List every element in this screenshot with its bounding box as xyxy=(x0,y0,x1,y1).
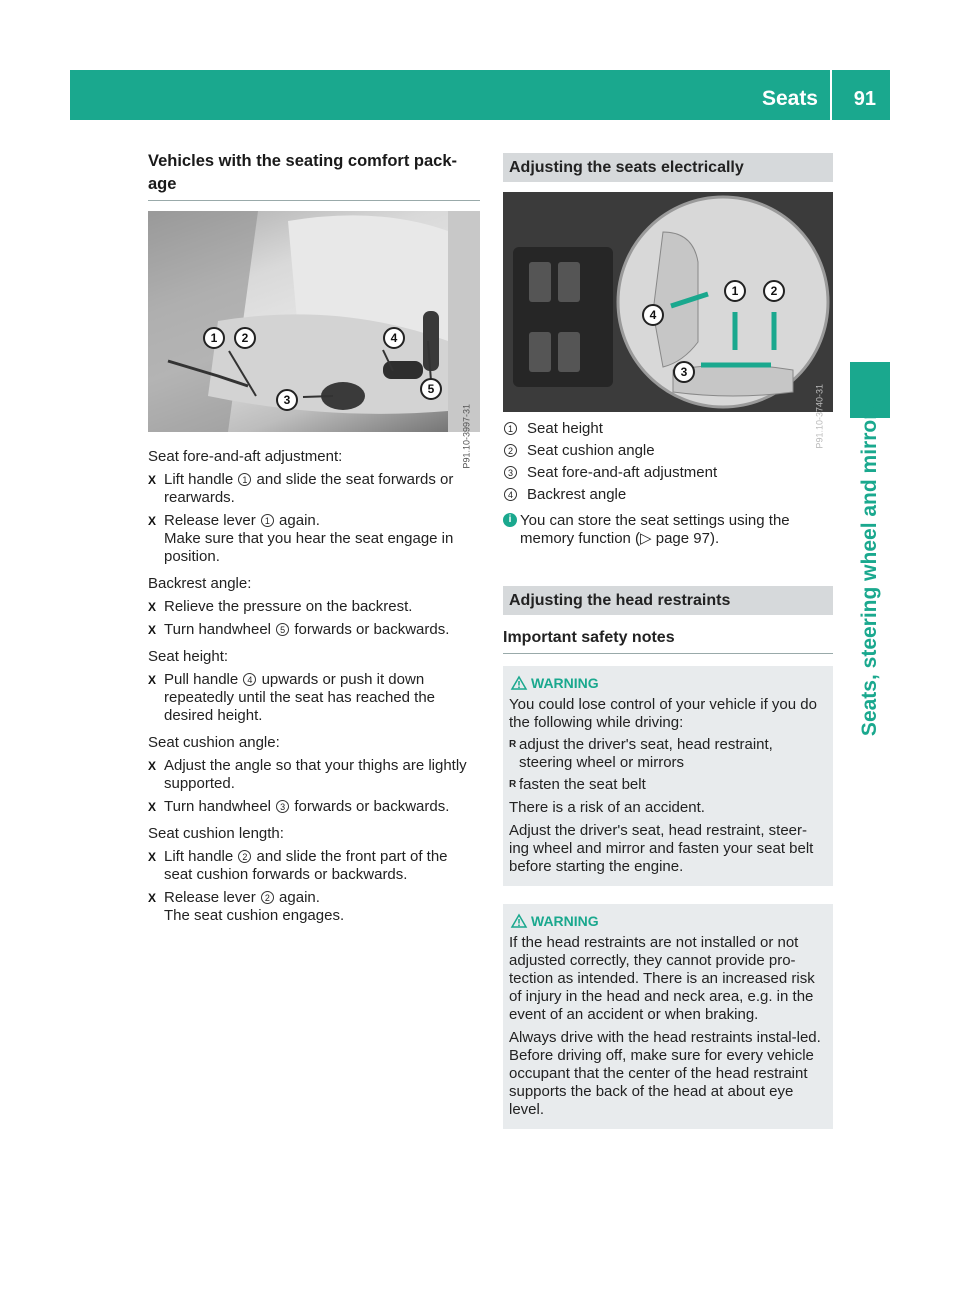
legend-text: Seat fore-and-aft adjustment xyxy=(527,464,718,481)
step-text: Adjust the angle so that your thighs are lightly supported. xyxy=(164,757,467,792)
legend-item xyxy=(503,442,833,460)
warning-header xyxy=(511,674,827,692)
step-text: and slide the seat forwards or rearwards. xyxy=(164,471,454,506)
warning-bullet xyxy=(509,736,827,772)
instruction-step xyxy=(148,757,480,793)
divider xyxy=(503,653,833,654)
section-heading-head-restraints: Adjusting the head restraints xyxy=(503,586,833,615)
instruction-step xyxy=(148,598,480,616)
callout-2: 2 xyxy=(763,280,785,302)
page-header xyxy=(70,70,890,120)
door-illustration xyxy=(503,192,833,412)
step-text: Relieve the pressure on the backrest. xyxy=(164,598,413,615)
info-text: You can store the seat settings using the memory function (▷ page 97). xyxy=(520,512,790,547)
step-arrow-icon: X xyxy=(148,623,157,637)
warning-icon xyxy=(511,676,527,690)
step-text: forwards or backwards. xyxy=(290,621,450,638)
step-arrow-icon: X xyxy=(148,850,157,864)
instruction-step xyxy=(148,889,480,925)
step-text: Pull handle xyxy=(164,671,243,688)
callout-4: 4 xyxy=(642,304,664,326)
step-text: Lift handle xyxy=(164,471,238,488)
instruction-heading: Seat cushion angle: xyxy=(148,734,280,751)
step-text: forwards or backwards. xyxy=(290,798,450,815)
section-heading-electric: Adjusting the seats electrically xyxy=(503,153,833,182)
warning-risk: There is a risk of an accident. xyxy=(509,799,705,816)
instruction-step xyxy=(148,471,480,507)
step-text: and slide the front part of the seat cushion forwards or backwards. xyxy=(164,848,448,883)
warning-box-1 xyxy=(503,666,833,886)
step-arrow-icon: X xyxy=(148,891,157,905)
info-note xyxy=(503,512,833,548)
instruction-heading: Seat height: xyxy=(148,648,229,665)
instruction-step xyxy=(148,798,480,816)
left-instructions xyxy=(148,448,480,925)
callout-5: 5 xyxy=(420,378,442,400)
callout-ref: 3 xyxy=(276,800,289,813)
warning-box-2 xyxy=(503,904,833,1129)
divider xyxy=(148,200,480,201)
bullet-icon: R xyxy=(509,739,517,750)
bullet-text: adjust the driver's seat, head restraint, steering wheel or mirrors xyxy=(519,736,773,771)
callout-ref: 2 xyxy=(238,850,251,863)
legend-text: Seat cushion angle xyxy=(527,442,655,459)
callout-ref: 5 xyxy=(276,623,289,636)
step-text: upwards or push it down repeatedly until the seat has reached the desired height. xyxy=(164,671,436,724)
instruction-step xyxy=(148,848,480,884)
warning-text: If the head restraints are not installed or not adjusted correctly, they cannot provide pro-tection as intended. There is an increased risk of injury in the head and neck area, e.g. in the event of an accident or when braking. xyxy=(509,934,815,1023)
step-arrow-icon: X xyxy=(148,759,157,773)
header-divider xyxy=(830,70,832,120)
right-column xyxy=(503,153,833,1129)
step-text: Lift handle xyxy=(164,848,238,865)
instruction-heading: Seat cushion length: xyxy=(148,825,284,842)
callout-ref: 3 xyxy=(504,466,517,479)
warning-title: WARNING xyxy=(531,913,599,929)
instruction-heading: Seat fore-and-aft adjustment: xyxy=(148,448,343,465)
step-result: Make sure that you hear the seat engage in position. xyxy=(164,530,454,565)
callout-3: 3 xyxy=(673,361,695,383)
legend-item xyxy=(503,464,833,482)
callout-2: 2 xyxy=(234,327,256,349)
warning-intro: You could lose control of your vehicle if you do the following while driving: xyxy=(509,696,817,731)
warning-icon xyxy=(511,914,527,928)
legend-text: Seat height xyxy=(527,420,603,437)
info-icon: i xyxy=(503,513,517,527)
callout-1: 1 xyxy=(724,280,746,302)
side-tab-label: Seats, steering wheel and mirrors xyxy=(858,399,881,737)
callout-ref: 4 xyxy=(243,673,256,686)
warning-bullets xyxy=(509,736,827,794)
callout-4: 4 xyxy=(383,327,405,349)
step-arrow-icon: X xyxy=(148,473,157,487)
step-text: again. xyxy=(274,512,320,529)
step-arrow-icon: X xyxy=(148,600,157,614)
page-number: 91 xyxy=(853,88,876,110)
step-result: The seat cushion engages. xyxy=(164,907,345,924)
callout-ref: 2 xyxy=(504,444,517,457)
warning-instruction: Adjust the driver's seat, head restraint, steer-ing wheel and mirror and fasten your seat belt before starting the engine. xyxy=(509,822,814,875)
figure-legend xyxy=(503,420,833,504)
warning-instruction: Always drive with the head restraints instal-led. Before driving off, make sure for every vehicle occupant that the center of the head restraint supports the back of the head at about eye level. xyxy=(509,1029,821,1118)
section-title: Seats xyxy=(761,87,818,110)
left-column xyxy=(148,150,480,925)
callout-3: 3 xyxy=(276,389,298,411)
callout-ref: 1 xyxy=(261,514,274,527)
step-text: Turn handwheel xyxy=(164,798,276,815)
step-arrow-icon: X xyxy=(148,800,157,814)
legend-item xyxy=(503,486,833,504)
step-text: again. xyxy=(274,889,320,906)
callout-1: 1 xyxy=(203,327,225,349)
figure-code: P91.10-3740-31 xyxy=(815,384,825,449)
callout-ref: 2 xyxy=(261,891,274,904)
warning-bullet xyxy=(509,776,827,794)
legend-item xyxy=(503,420,833,438)
warning-title: WARNING xyxy=(531,675,599,691)
step-text: Turn handwheel xyxy=(164,621,276,638)
step-arrow-icon: X xyxy=(148,673,157,687)
bullet-text: fasten the seat belt xyxy=(519,776,646,793)
bullet-icon: R xyxy=(509,779,517,790)
instruction-step xyxy=(148,512,480,566)
step-text: Release lever xyxy=(164,512,260,529)
figure-code: P91.10-3997-31 xyxy=(462,404,472,469)
instruction-step xyxy=(148,671,480,725)
callout-ref: 1 xyxy=(504,422,517,435)
legend-text: Backrest angle xyxy=(527,486,627,503)
step-arrow-icon: X xyxy=(148,514,157,528)
callout-ref: 4 xyxy=(504,488,517,501)
subheading-safety: Important safety notes xyxy=(503,629,675,646)
warning-header xyxy=(511,912,827,930)
instruction-heading: Backrest angle: xyxy=(148,575,252,592)
left-title: Vehicles with the seating comfort pack-age xyxy=(148,152,457,193)
callout-ref: 1 xyxy=(238,473,251,486)
instruction-step xyxy=(148,621,480,639)
step-text: Release lever xyxy=(164,889,260,906)
